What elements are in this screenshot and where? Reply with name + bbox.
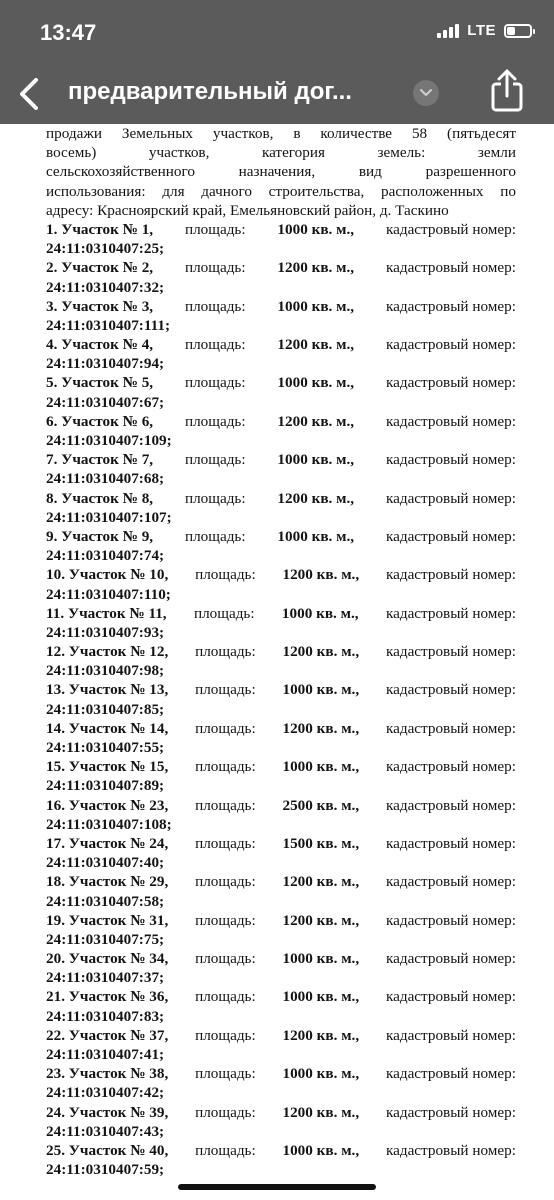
parcel-label: кадастровый номер: bbox=[385, 950, 516, 968]
chevron-down-icon bbox=[419, 88, 433, 98]
parcel-value: 1200 кв. м., bbox=[277, 259, 355, 277]
parcel-value: 3. Участок № 3, bbox=[46, 297, 154, 315]
parcel-label: площадь: bbox=[184, 451, 246, 469]
parcel-entry bbox=[46, 450, 516, 469]
parcel-label: площадь: bbox=[184, 412, 246, 430]
parcel-label: площадь: bbox=[195, 1103, 256, 1121]
parcel-cadastral-number: 24:11:0310407:37; bbox=[46, 969, 165, 987]
intro-word: участков, bbox=[148, 144, 210, 162]
intro-word: участков, bbox=[212, 125, 274, 142]
parcel-value: 1500 кв. м., bbox=[282, 834, 360, 852]
parcel-value: 1000 кв. м., bbox=[277, 527, 355, 545]
parcel-label: кадастровый номер: bbox=[385, 796, 516, 814]
intro-line: адресу: Красноярский край, Емельяновский район, д. Таскино bbox=[46, 201, 449, 219]
intro-word: (пятьдесят bbox=[447, 125, 516, 142]
parcel-label: кадастровый номер: bbox=[385, 220, 516, 238]
parcel-value: 1200 кв. м., bbox=[277, 489, 355, 507]
intro-line bbox=[46, 182, 516, 201]
network-label: LTE bbox=[467, 22, 496, 39]
parcel-value: 1000 кв. м., bbox=[282, 988, 360, 1006]
parcel-entry bbox=[46, 1026, 516, 1045]
parcel-entry bbox=[46, 335, 516, 354]
parcel-label: площадь: bbox=[184, 220, 246, 238]
parcel-value: 7. Участок № 7, bbox=[46, 451, 154, 469]
parcel-label: кадастровый номер: bbox=[385, 1103, 516, 1121]
parcel-cadastral-number: 24:11:0310407:74; bbox=[46, 547, 165, 565]
title-dropdown-button[interactable] bbox=[413, 80, 439, 106]
parcel-entry bbox=[46, 987, 516, 1006]
parcel-label: площадь: bbox=[193, 604, 255, 622]
parcel-cadastral-number: 24:11:0310407:32; bbox=[46, 278, 165, 296]
intro-word: продажи bbox=[46, 125, 102, 142]
share-icon bbox=[487, 68, 527, 114]
parcel-cadastral-number: 24:11:0310407:89; bbox=[46, 777, 165, 795]
intro-line bbox=[46, 162, 516, 181]
app-header bbox=[0, 0, 554, 124]
parcel-entry bbox=[46, 565, 516, 584]
parcel-cadastral-number: 24:11:0310407:107; bbox=[46, 508, 172, 526]
parcel-label: кадастровый номер: bbox=[385, 1065, 516, 1083]
parcel-label: площадь: bbox=[184, 336, 246, 354]
parcel-cadastral-number: 24:11:0310407:43; bbox=[46, 1122, 165, 1140]
parcel-value: 19. Участок № 31, bbox=[46, 911, 169, 929]
parcel-entry bbox=[46, 373, 516, 392]
parcel-entry bbox=[46, 872, 516, 891]
parcel-cadastral-number: 24:11:0310407:108; bbox=[46, 815, 172, 833]
parcel-entry bbox=[46, 1064, 516, 1083]
parcel-entry bbox=[46, 949, 516, 968]
parcel-entry bbox=[46, 489, 516, 508]
parcel-entry bbox=[46, 1141, 516, 1160]
parcel-entry bbox=[46, 719, 516, 738]
parcel-value: 1200 кв. м., bbox=[282, 719, 360, 737]
parcel-entry bbox=[46, 1103, 516, 1122]
parcel-label: площадь: bbox=[184, 527, 246, 545]
chevron-left-icon bbox=[12, 72, 46, 116]
parcel-label: площадь: bbox=[195, 988, 256, 1006]
parcel-value: 25. Участок № 40, bbox=[46, 1141, 169, 1159]
intro-word: назначения, bbox=[238, 163, 316, 181]
parcel-entry bbox=[46, 220, 516, 239]
document-body bbox=[46, 124, 516, 1179]
parcel-entry bbox=[46, 412, 516, 431]
status-indicators bbox=[437, 22, 532, 39]
parcel-value: 6. Участок № 6, bbox=[46, 412, 154, 430]
parcel-value: 1200 кв. м., bbox=[282, 911, 360, 929]
intro-word: дачного bbox=[201, 182, 252, 200]
parcel-label: кадастровый номер: bbox=[385, 297, 516, 315]
parcel-label: площадь: bbox=[195, 681, 256, 699]
parcel-label: площадь: bbox=[184, 489, 246, 507]
intro-word: земель: bbox=[377, 144, 426, 162]
intro-word: количестве bbox=[320, 125, 393, 142]
parcel-cadastral-number: 24:11:0310407:110; bbox=[46, 585, 171, 603]
parcel-value: 11. Участок № 11, bbox=[46, 604, 167, 622]
parcel-value: 1200 кв. м., bbox=[282, 873, 360, 891]
share-button[interactable] bbox=[487, 68, 527, 114]
parcel-value: 1000 кв. м., bbox=[277, 451, 355, 469]
parcel-value: 1200 кв. м., bbox=[277, 412, 355, 430]
parcel-cadastral-number: 24:11:0310407:109; bbox=[46, 432, 172, 449]
parcel-value: 1000 кв. м., bbox=[282, 681, 360, 699]
intro-word: в bbox=[293, 125, 301, 142]
parcel-cadastral-number: 24:11:0310407:59; bbox=[46, 1161, 165, 1179]
home-indicator[interactable] bbox=[178, 1184, 376, 1190]
parcel-label: кадастровый номер: bbox=[385, 527, 516, 545]
parcel-label: кадастровый номер: bbox=[385, 566, 516, 584]
parcel-value: 12. Участок № 12, bbox=[46, 643, 169, 661]
intro-word: использования: bbox=[46, 182, 146, 200]
parcel-value: 1000 кв. м., bbox=[281, 604, 359, 622]
parcel-value: 1000 кв. м., bbox=[282, 758, 360, 776]
parcel-label: кадастровый номер: bbox=[385, 988, 516, 1006]
parcel-cadastral-number: 24:11:0310407:94; bbox=[46, 355, 165, 373]
parcel-cadastral-number: 24:11:0310407:55; bbox=[46, 739, 165, 756]
parcel-cadastral-number: 24:11:0310407:42; bbox=[46, 1084, 165, 1102]
parcel-value: 1. Участок № 1, bbox=[46, 220, 154, 238]
parcel-value: 23. Участок № 38, bbox=[46, 1065, 169, 1083]
intro-line bbox=[46, 143, 516, 162]
parcel-label: кадастровый номер: bbox=[385, 336, 516, 354]
parcel-value: 20. Участок № 34, bbox=[46, 950, 169, 968]
intro-word: разрешенного bbox=[425, 163, 516, 181]
parcel-value: 18. Участок № 29, bbox=[46, 873, 169, 891]
parcel-label: площадь: bbox=[195, 758, 256, 776]
parcel-value: 4. Участок № 4, bbox=[46, 336, 154, 354]
parcel-cadastral-number: 24:11:0310407:93; bbox=[46, 623, 165, 641]
parcel-entry bbox=[46, 834, 516, 853]
parcel-value: 24. Участок № 39, bbox=[46, 1103, 169, 1121]
parcel-value: 21. Участок № 36, bbox=[46, 988, 169, 1006]
parcel-label: площадь: bbox=[195, 834, 256, 852]
parcel-label: кадастровый номер: bbox=[385, 1141, 516, 1159]
parcel-label: кадастровый номер: bbox=[385, 604, 516, 622]
parcel-value: 15. Участок № 15, bbox=[46, 758, 169, 776]
parcel-value: 1200 кв. м., bbox=[282, 643, 360, 661]
parcel-label: площадь: bbox=[195, 643, 256, 661]
parcel-entry bbox=[46, 258, 516, 277]
parcel-cadastral-number: 24:11:0310407:85; bbox=[46, 700, 165, 718]
parcel-label: кадастровый номер: bbox=[385, 1026, 516, 1044]
parcel-cadastral-number: 24:11:0310407:75; bbox=[46, 930, 165, 948]
parcel-label: кадастровый номер: bbox=[385, 719, 516, 737]
parcel-cadastral-number: 24:11:0310407:68; bbox=[46, 470, 165, 488]
parcel-entry bbox=[46, 604, 516, 623]
intro-word: земли bbox=[477, 144, 516, 162]
parcel-value: 22. Участок № 37, bbox=[46, 1026, 169, 1044]
parcel-label: площадь: bbox=[184, 259, 246, 277]
signal-icon bbox=[437, 24, 459, 38]
parcel-label: площадь: bbox=[195, 719, 256, 737]
intro-word: строительства, bbox=[268, 182, 365, 200]
parcel-label: кадастровый номер: bbox=[385, 873, 516, 891]
intro-word: категория bbox=[261, 144, 325, 162]
parcel-entry bbox=[46, 680, 516, 699]
parcel-entry bbox=[46, 911, 516, 930]
intro-word: сельскохозяйственного bbox=[46, 163, 195, 181]
parcel-label: площадь: bbox=[195, 1026, 256, 1044]
parcel-label: площадь: bbox=[195, 796, 256, 814]
parcel-label: кадастровый номер: bbox=[385, 643, 516, 661]
parcel-cadastral-number: 24:11:0310407:58; bbox=[46, 892, 165, 910]
parcel-value: 13. Участок № 13, bbox=[46, 681, 169, 699]
parcel-value: 17. Участок № 24, bbox=[46, 834, 169, 852]
parcel-value: 1000 кв. м., bbox=[277, 220, 355, 238]
parcel-label: кадастровый номер: bbox=[385, 911, 516, 929]
parcel-label: кадастровый номер: bbox=[385, 681, 516, 699]
parcel-value: 1200 кв. м., bbox=[282, 566, 360, 584]
battery-icon bbox=[504, 24, 532, 38]
parcel-entry bbox=[46, 527, 516, 546]
parcel-label: кадастровый номер: bbox=[385, 451, 516, 469]
intro-word: восемь) bbox=[46, 144, 97, 162]
document-title[interactable]: предварительный дог... bbox=[68, 78, 352, 105]
parcel-label: кадастровый номер: bbox=[385, 758, 516, 776]
parcel-label: площадь: bbox=[195, 911, 256, 929]
status-time: 13:47 bbox=[40, 20, 97, 45]
parcel-value: 14. Участок № 14, bbox=[46, 719, 169, 737]
parcel-value: 1000 кв. м., bbox=[277, 374, 355, 392]
parcel-value: 1000 кв. м., bbox=[282, 1065, 360, 1083]
parcel-cadastral-number: 24:11:0310407:40; bbox=[46, 854, 165, 872]
parcel-label: площадь: bbox=[195, 873, 256, 891]
parcel-cadastral-number: 24:11:0310407:67; bbox=[46, 393, 165, 411]
parcel-label: площадь: bbox=[184, 374, 246, 392]
intro-word: Земельных bbox=[121, 125, 193, 142]
parcel-value: 1000 кв. м., bbox=[282, 1141, 360, 1159]
parcel-value: 16. Участок № 23, bbox=[46, 796, 169, 814]
parcel-cadastral-number: 24:11:0310407:111; bbox=[46, 316, 171, 334]
parcel-value: 10. Участок № 10, bbox=[46, 566, 169, 584]
parcel-value: 1200 кв. м., bbox=[282, 1026, 360, 1044]
intro-word: вид bbox=[358, 163, 382, 181]
intro-word: 58 bbox=[411, 125, 428, 142]
intro-word: по bbox=[500, 182, 516, 200]
parcel-label: кадастровый номер: bbox=[385, 259, 516, 277]
parcel-label: кадастровый номер: bbox=[385, 489, 516, 507]
parcel-value: 1200 кв. м., bbox=[277, 336, 355, 354]
parcel-label: кадастровый номер: bbox=[385, 834, 516, 852]
parcel-label: площадь: bbox=[195, 566, 256, 584]
intro-word: для bbox=[162, 182, 185, 200]
parcel-value: 2. Участок № 2, bbox=[46, 259, 154, 277]
parcel-label: кадастровый номер: bbox=[385, 374, 516, 392]
parcel-value: 1000 кв. м., bbox=[277, 297, 355, 315]
parcel-label: площадь: bbox=[184, 297, 246, 315]
parcel-value: 9. Участок № 9, bbox=[46, 527, 154, 545]
parcel-entry bbox=[46, 796, 516, 815]
parcel-cadastral-number: 24:11:0310407:98; bbox=[46, 662, 165, 680]
parcel-label: площадь: bbox=[195, 1141, 256, 1159]
parcel-cadastral-number: 24:11:0310407:83; bbox=[46, 1007, 165, 1025]
parcel-value: 1200 кв. м., bbox=[282, 1103, 360, 1121]
parcel-entry bbox=[46, 297, 516, 316]
parcel-value: 5. Участок № 5, bbox=[46, 374, 154, 392]
parcel-entry bbox=[46, 642, 516, 661]
parcel-cadastral-number: 24:11:0310407:25; bbox=[46, 240, 165, 258]
back-button[interactable] bbox=[12, 72, 46, 116]
intro-word: расположенных bbox=[381, 182, 484, 200]
parcel-label: кадастровый номер: bbox=[385, 412, 516, 430]
parcel-value: 1000 кв. м., bbox=[282, 950, 360, 968]
parcel-label: площадь: bbox=[195, 1065, 256, 1083]
parcel-label: площадь: bbox=[195, 950, 256, 968]
parcel-entry bbox=[46, 757, 516, 776]
parcel-cadastral-number: 24:11:0310407:41; bbox=[46, 1046, 165, 1063]
intro-line bbox=[46, 124, 516, 143]
parcel-list bbox=[46, 220, 516, 1179]
parcel-value: 8. Участок № 8, bbox=[46, 489, 154, 507]
parcel-value: 2500 кв. м., bbox=[282, 796, 360, 814]
